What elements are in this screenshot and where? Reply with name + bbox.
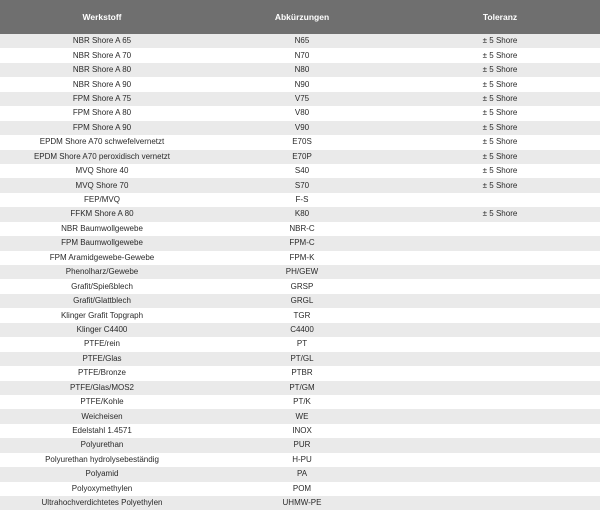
table-row <box>0 63 600 77</box>
cell-werkstoff: FPM Aramidgewebe-Gewebe <box>49 252 155 262</box>
cell-toleranz: ± 5 Shore <box>482 180 518 190</box>
table-row <box>0 106 600 120</box>
cell-abkuerzung: V80 <box>294 108 310 118</box>
cell-abkuerzung: FPM-C <box>289 238 315 248</box>
table-row <box>0 121 600 135</box>
cell-abkuerzung: H-PU <box>292 454 312 464</box>
cell-werkstoff: MVQ Shore 70 <box>75 180 129 190</box>
cell-werkstoff: Phenolharz/Gewebe <box>65 267 139 277</box>
cell-toleranz <box>400 193 600 207</box>
table-row <box>0 164 600 178</box>
cell-abkuerzung: NBR-C <box>289 223 315 233</box>
cell-toleranz <box>400 294 600 308</box>
header-werkstoff: Werkstoff <box>82 12 122 22</box>
cell-werkstoff: FFKM Shore A 80 <box>70 209 134 219</box>
cell-werkstoff: Grafit/Spießblech <box>71 281 133 291</box>
cell-abkuerzung: POM <box>292 483 312 493</box>
cell-toleranz: ± 5 Shore <box>482 50 518 60</box>
cell-abkuerzung: PT/GM <box>289 382 315 392</box>
cell-toleranz <box>400 482 600 496</box>
cell-toleranz: ± 5 Shore <box>482 137 518 147</box>
table-row <box>0 395 600 409</box>
table-row <box>0 337 600 351</box>
cell-toleranz: ± 5 Shore <box>482 209 518 219</box>
cell-werkstoff: Klinger Grafit Topgraph <box>60 310 144 320</box>
cell-werkstoff: EPDM Shore A70 peroxidisch vernetzt <box>33 151 171 161</box>
cell-werkstoff: FPM Shore A 90 <box>72 122 132 132</box>
cell-toleranz: ± 5 Shore <box>482 166 518 176</box>
cell-werkstoff: Polyoxymethylen <box>71 483 133 493</box>
table-row <box>0 34 600 48</box>
cell-werkstoff: PTFE/rein <box>83 339 120 349</box>
cell-werkstoff: MVQ Shore 40 <box>75 166 129 176</box>
cell-werkstoff: FPM Shore A 75 <box>72 93 132 103</box>
cell-abkuerzung: K80 <box>294 209 310 219</box>
cell-abkuerzung: N80 <box>294 65 310 75</box>
cell-toleranz: ± 5 Shore <box>482 65 518 75</box>
table-row <box>0 409 600 423</box>
cell-abkuerzung: GRSP <box>290 281 314 291</box>
cell-werkstoff: Polyurethan hydrolysebeständig <box>45 454 159 464</box>
cell-abkuerzung: FPM-K <box>289 252 315 262</box>
cell-toleranz: ± 5 Shore <box>482 93 518 103</box>
cell-abkuerzung: N90 <box>294 79 310 89</box>
cell-abkuerzung: PTBR <box>291 368 313 378</box>
header-toleranz: Toleranz <box>482 12 518 22</box>
cell-abkuerzung: TGR <box>293 310 311 320</box>
table-row <box>0 438 600 452</box>
cell-abkuerzung: E70P <box>292 151 312 161</box>
cell-abkuerzung: PA <box>296 469 308 479</box>
table-row <box>0 150 600 164</box>
cell-toleranz <box>400 323 600 337</box>
table-row <box>0 92 600 106</box>
table-row <box>0 482 600 496</box>
table-row <box>0 48 600 62</box>
cell-werkstoff: FPM Shore A 80 <box>72 108 132 118</box>
cell-abkuerzung: V75 <box>294 93 310 103</box>
cell-werkstoff: Polyamid <box>85 469 119 479</box>
cell-abkuerzung: UHMW-PE <box>282 498 322 508</box>
cell-toleranz <box>400 279 600 293</box>
table-body <box>0 34 600 510</box>
cell-werkstoff: Grafit/Glattblech <box>73 296 131 306</box>
cell-toleranz <box>400 496 600 510</box>
table-header <box>0 0 600 34</box>
table-row <box>0 279 600 293</box>
table-row <box>0 366 600 380</box>
cell-abkuerzung: PUR <box>293 440 311 450</box>
table-row <box>0 236 600 250</box>
header-abkuerzungen: Abkürzungen <box>274 12 330 22</box>
cell-toleranz <box>400 366 600 380</box>
cell-toleranz <box>400 467 600 481</box>
cell-toleranz <box>400 251 600 265</box>
cell-toleranz <box>400 308 600 322</box>
cell-toleranz <box>400 222 600 236</box>
cell-werkstoff: Weicheisen <box>81 411 123 421</box>
cell-toleranz <box>400 352 600 366</box>
cell-toleranz <box>400 337 600 351</box>
cell-abkuerzung: E70S <box>292 137 312 147</box>
cell-toleranz <box>400 438 600 452</box>
cell-toleranz <box>400 453 600 467</box>
cell-werkstoff: PTFE/Bronze <box>77 368 126 378</box>
table-row <box>0 424 600 438</box>
cell-werkstoff: PTFE/Glas <box>82 353 122 363</box>
cell-abkuerzung: S40 <box>294 166 310 176</box>
cell-toleranz <box>400 236 600 250</box>
cell-toleranz <box>400 381 600 395</box>
cell-werkstoff: FEP/MVQ <box>83 195 120 205</box>
cell-abkuerzung: PT <box>296 339 308 349</box>
cell-werkstoff: Ultrahochverdichtetes Polyethylen <box>41 498 163 508</box>
cell-werkstoff: PTFE/Kohle <box>80 397 124 407</box>
cell-toleranz <box>400 395 600 409</box>
cell-abkuerzung: C4400 <box>290 324 314 334</box>
cell-abkuerzung: PT/GL <box>290 353 314 363</box>
cell-werkstoff: Klinger C4400 <box>76 324 128 334</box>
table-row <box>0 294 600 308</box>
cell-toleranz: ± 5 Shore <box>482 79 518 89</box>
cell-werkstoff: NBR Baumwollgewebe <box>61 223 143 233</box>
table-row <box>0 308 600 322</box>
cell-toleranz <box>400 424 600 438</box>
cell-werkstoff: NBR Shore A 90 <box>72 79 132 89</box>
table-row <box>0 178 600 192</box>
table-row <box>0 467 600 481</box>
cell-abkuerzung: GRGL <box>290 296 314 306</box>
cell-abkuerzung: PH/GEW <box>285 267 319 277</box>
cell-toleranz <box>400 409 600 423</box>
cell-toleranz <box>400 265 600 279</box>
table-row <box>0 352 600 366</box>
cell-werkstoff: NBR Shore A 80 <box>72 65 132 75</box>
table-row <box>0 222 600 236</box>
cell-werkstoff: PTFE/Glas/MOS2 <box>69 382 134 392</box>
cell-abkuerzung: N70 <box>294 50 310 60</box>
cell-werkstoff: FPM Baumwollgewebe <box>61 238 143 248</box>
cell-werkstoff: Polyurethan <box>80 440 124 450</box>
table-row <box>0 323 600 337</box>
cell-abkuerzung: WE <box>295 411 309 421</box>
table-row <box>0 265 600 279</box>
header-row <box>0 0 600 34</box>
table-row <box>0 453 600 467</box>
cell-werkstoff: Edelstahl 1.4571 <box>72 426 132 436</box>
cell-abkuerzung: N65 <box>294 36 310 46</box>
cell-abkuerzung: F-S <box>295 195 309 205</box>
table-row <box>0 251 600 265</box>
cell-toleranz: ± 5 Shore <box>482 36 518 46</box>
cell-toleranz: ± 5 Shore <box>482 108 518 118</box>
cell-werkstoff: EPDM Shore A70 schwefelvernetzt <box>39 137 165 147</box>
table-row <box>0 135 600 149</box>
cell-werkstoff: NBR Shore A 70 <box>72 50 132 60</box>
cell-abkuerzung: INOX <box>292 426 312 436</box>
table-row <box>0 193 600 207</box>
cell-abkuerzung: PT/K <box>293 397 311 407</box>
cell-toleranz: ± 5 Shore <box>482 122 518 132</box>
cell-toleranz: ± 5 Shore <box>482 151 518 161</box>
table-row <box>0 77 600 91</box>
table-row <box>0 496 600 510</box>
table-row <box>0 381 600 395</box>
table-row <box>0 207 600 221</box>
cell-werkstoff: NBR Shore A 65 <box>72 36 132 46</box>
cell-abkuerzung: V90 <box>294 122 310 132</box>
cell-abkuerzung: S70 <box>294 180 310 190</box>
